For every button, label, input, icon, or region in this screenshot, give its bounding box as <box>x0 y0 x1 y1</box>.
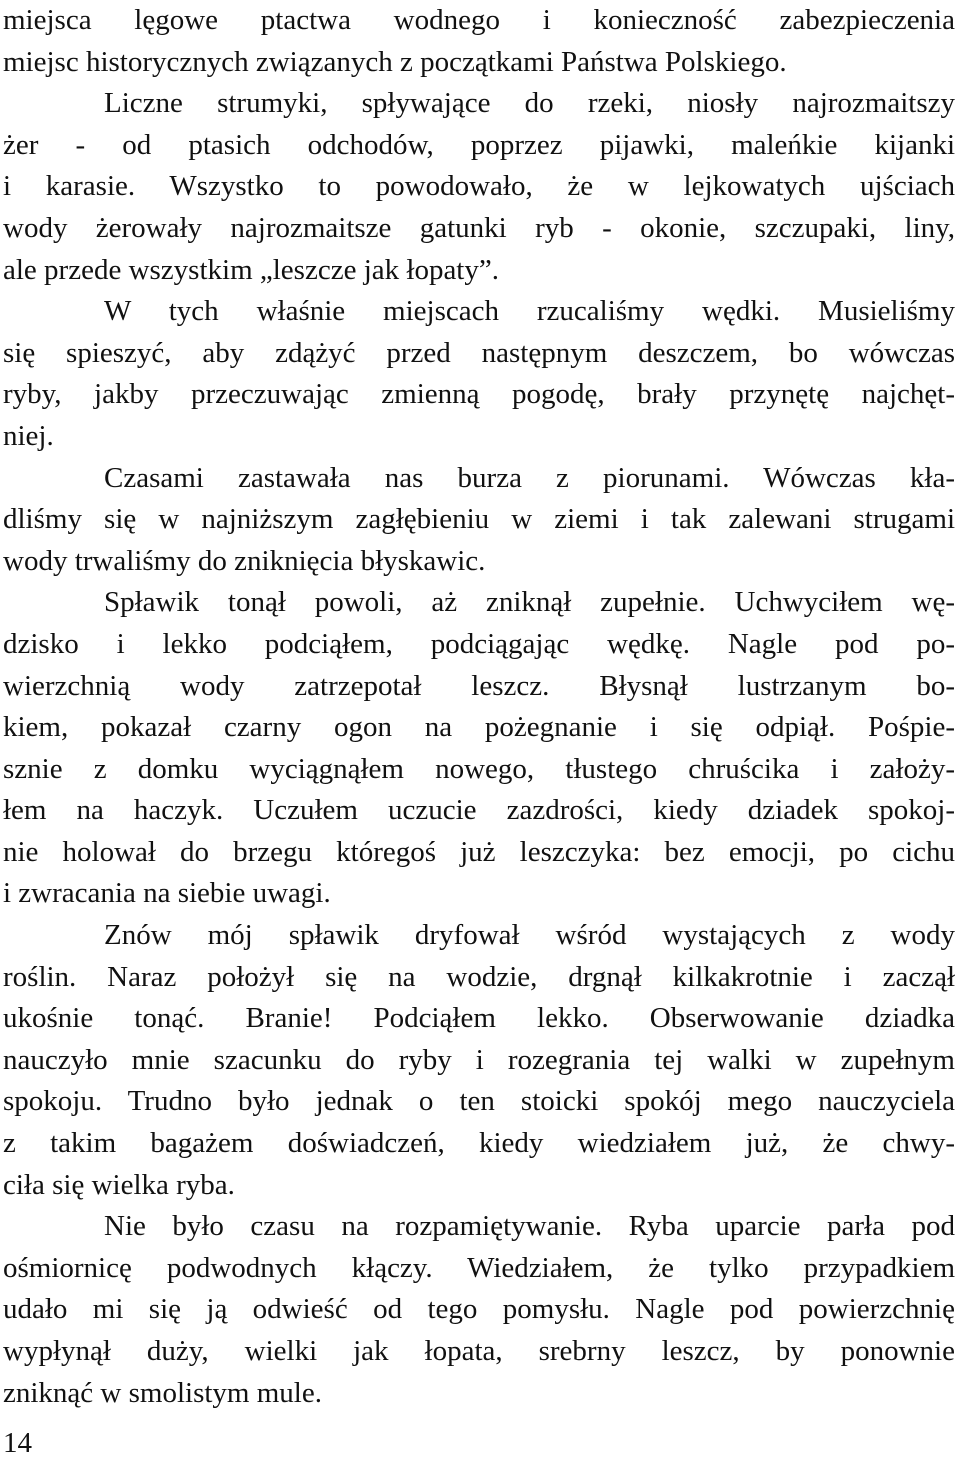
page-number: 14 <box>3 1427 32 1459</box>
text-line: ale przede wszystkim „leszcze jak łopaty”. <box>3 253 499 286</box>
text-line: wierzchnią wody zatrzepotał leszcz. Błysnął lustrzanym bo- <box>3 669 955 702</box>
text-line: ciła się wielka ryba. <box>3 1168 235 1201</box>
text-line: miejsca lęgowe ptactwa wodnego i konieczność zabezpieczenia <box>3 4 955 36</box>
text-line: z takim bagażem doświadczeń, kiedy wiedziałem już, że chwy- <box>3 1127 955 1160</box>
text-line: Spławik tonął powoli, aż zniknął zupełnie. Uchwyciłem wę- <box>104 586 955 619</box>
text-line: zniknąć w smolistym mule. <box>3 1376 322 1409</box>
text-line: nauczyło mnie szacunku do ryby i rozegrania tej walki w zupełnym <box>3 1043 955 1076</box>
text-line: miejsc historycznych związanych z początkami Państwa Polskiego. <box>3 45 787 78</box>
text-line: żer - od ptasich odchodów, poprzez pijawki, maleńkie kijanki <box>3 128 955 161</box>
text-line: wody trwaliśmy do zniknięcia błyskawic. <box>3 544 486 577</box>
text-line: ukośnie tonąć. Branie! Podciąłem lekko. Obserwowanie dziadka <box>3 1002 955 1035</box>
body-text <box>3 0 955 1414</box>
text-line: udało mi się ją odwieść od tego pomysłu. Nagle pod powierzchnię <box>3 1293 955 1326</box>
text-line: się spieszyć, aby zdążyć przed następnym deszczem, bo wówczas <box>3 336 955 369</box>
text-line: sznie z domku wyciągnąłem nowego, tłustego chruścika i założy- <box>3 752 955 785</box>
text-line: nie holował do brzegu któregoś już leszczyka: bez emocji, po cichu <box>3 835 955 868</box>
text-line: ryby, jakby przeczuwając zmienną pogodę, brały przynętę najchęt- <box>3 378 955 411</box>
text-line: Liczne strumyki, spływające do rzeki, niosły najrozmaitszy <box>104 87 955 120</box>
text-line: wody żerowały najrozmaitsze gatunki ryb - okonie, szczupaki, liny, <box>3 211 955 244</box>
text-line: i zwracania na siebie uwagi. <box>3 877 331 910</box>
text-line: Czasami zastawała nas burza z piorunami. Wówczas kła- <box>104 461 955 494</box>
text-line: spokoju. Trudno było jednak o ten stoicki spokój mego nauczyciela <box>3 1085 955 1118</box>
text-line: i karasie. Wszystko to powodowało, że w lejkowatych ujściach <box>3 170 955 203</box>
text-line: łem na haczyk. Uczułem uczucie zazdrości, kiedy dziadek spokoj- <box>3 794 955 827</box>
text-line: wypłynął duży, wielki jak łopata, srebrny leszcz, by ponownie <box>3 1335 955 1367</box>
text-line: kiem, pokazał czarny ogon na pożegnanie i się odpiął. Pośpie- <box>3 711 955 744</box>
text-line: dliśmy się w najniższym zagłębieniu w ziemi i tak zalewani strugami <box>3 503 955 536</box>
text-line: dzisko i lekko podciąłem, podciągając wędkę. Nagle pod po- <box>3 627 955 660</box>
text-line: W tych właśnie miejscach rzucaliśmy wędki. Musieliśmy <box>104 295 955 328</box>
text-line: niej. <box>3 419 54 452</box>
text-line: ośmiornicę podwodnych kłączy. Wiedziałem, że tylko przypadkiem <box>3 1251 955 1284</box>
text-line: Nie było czasu na rozpamiętywanie. Ryba uparcie parła pod <box>104 1210 955 1243</box>
text-line: roślin. Naraz położył się na wodzie, drgnął kilkakrotnie i zaczął <box>3 960 955 993</box>
text-line: Znów mój spławik dryfował wśród wystających z wody <box>104 919 955 952</box>
